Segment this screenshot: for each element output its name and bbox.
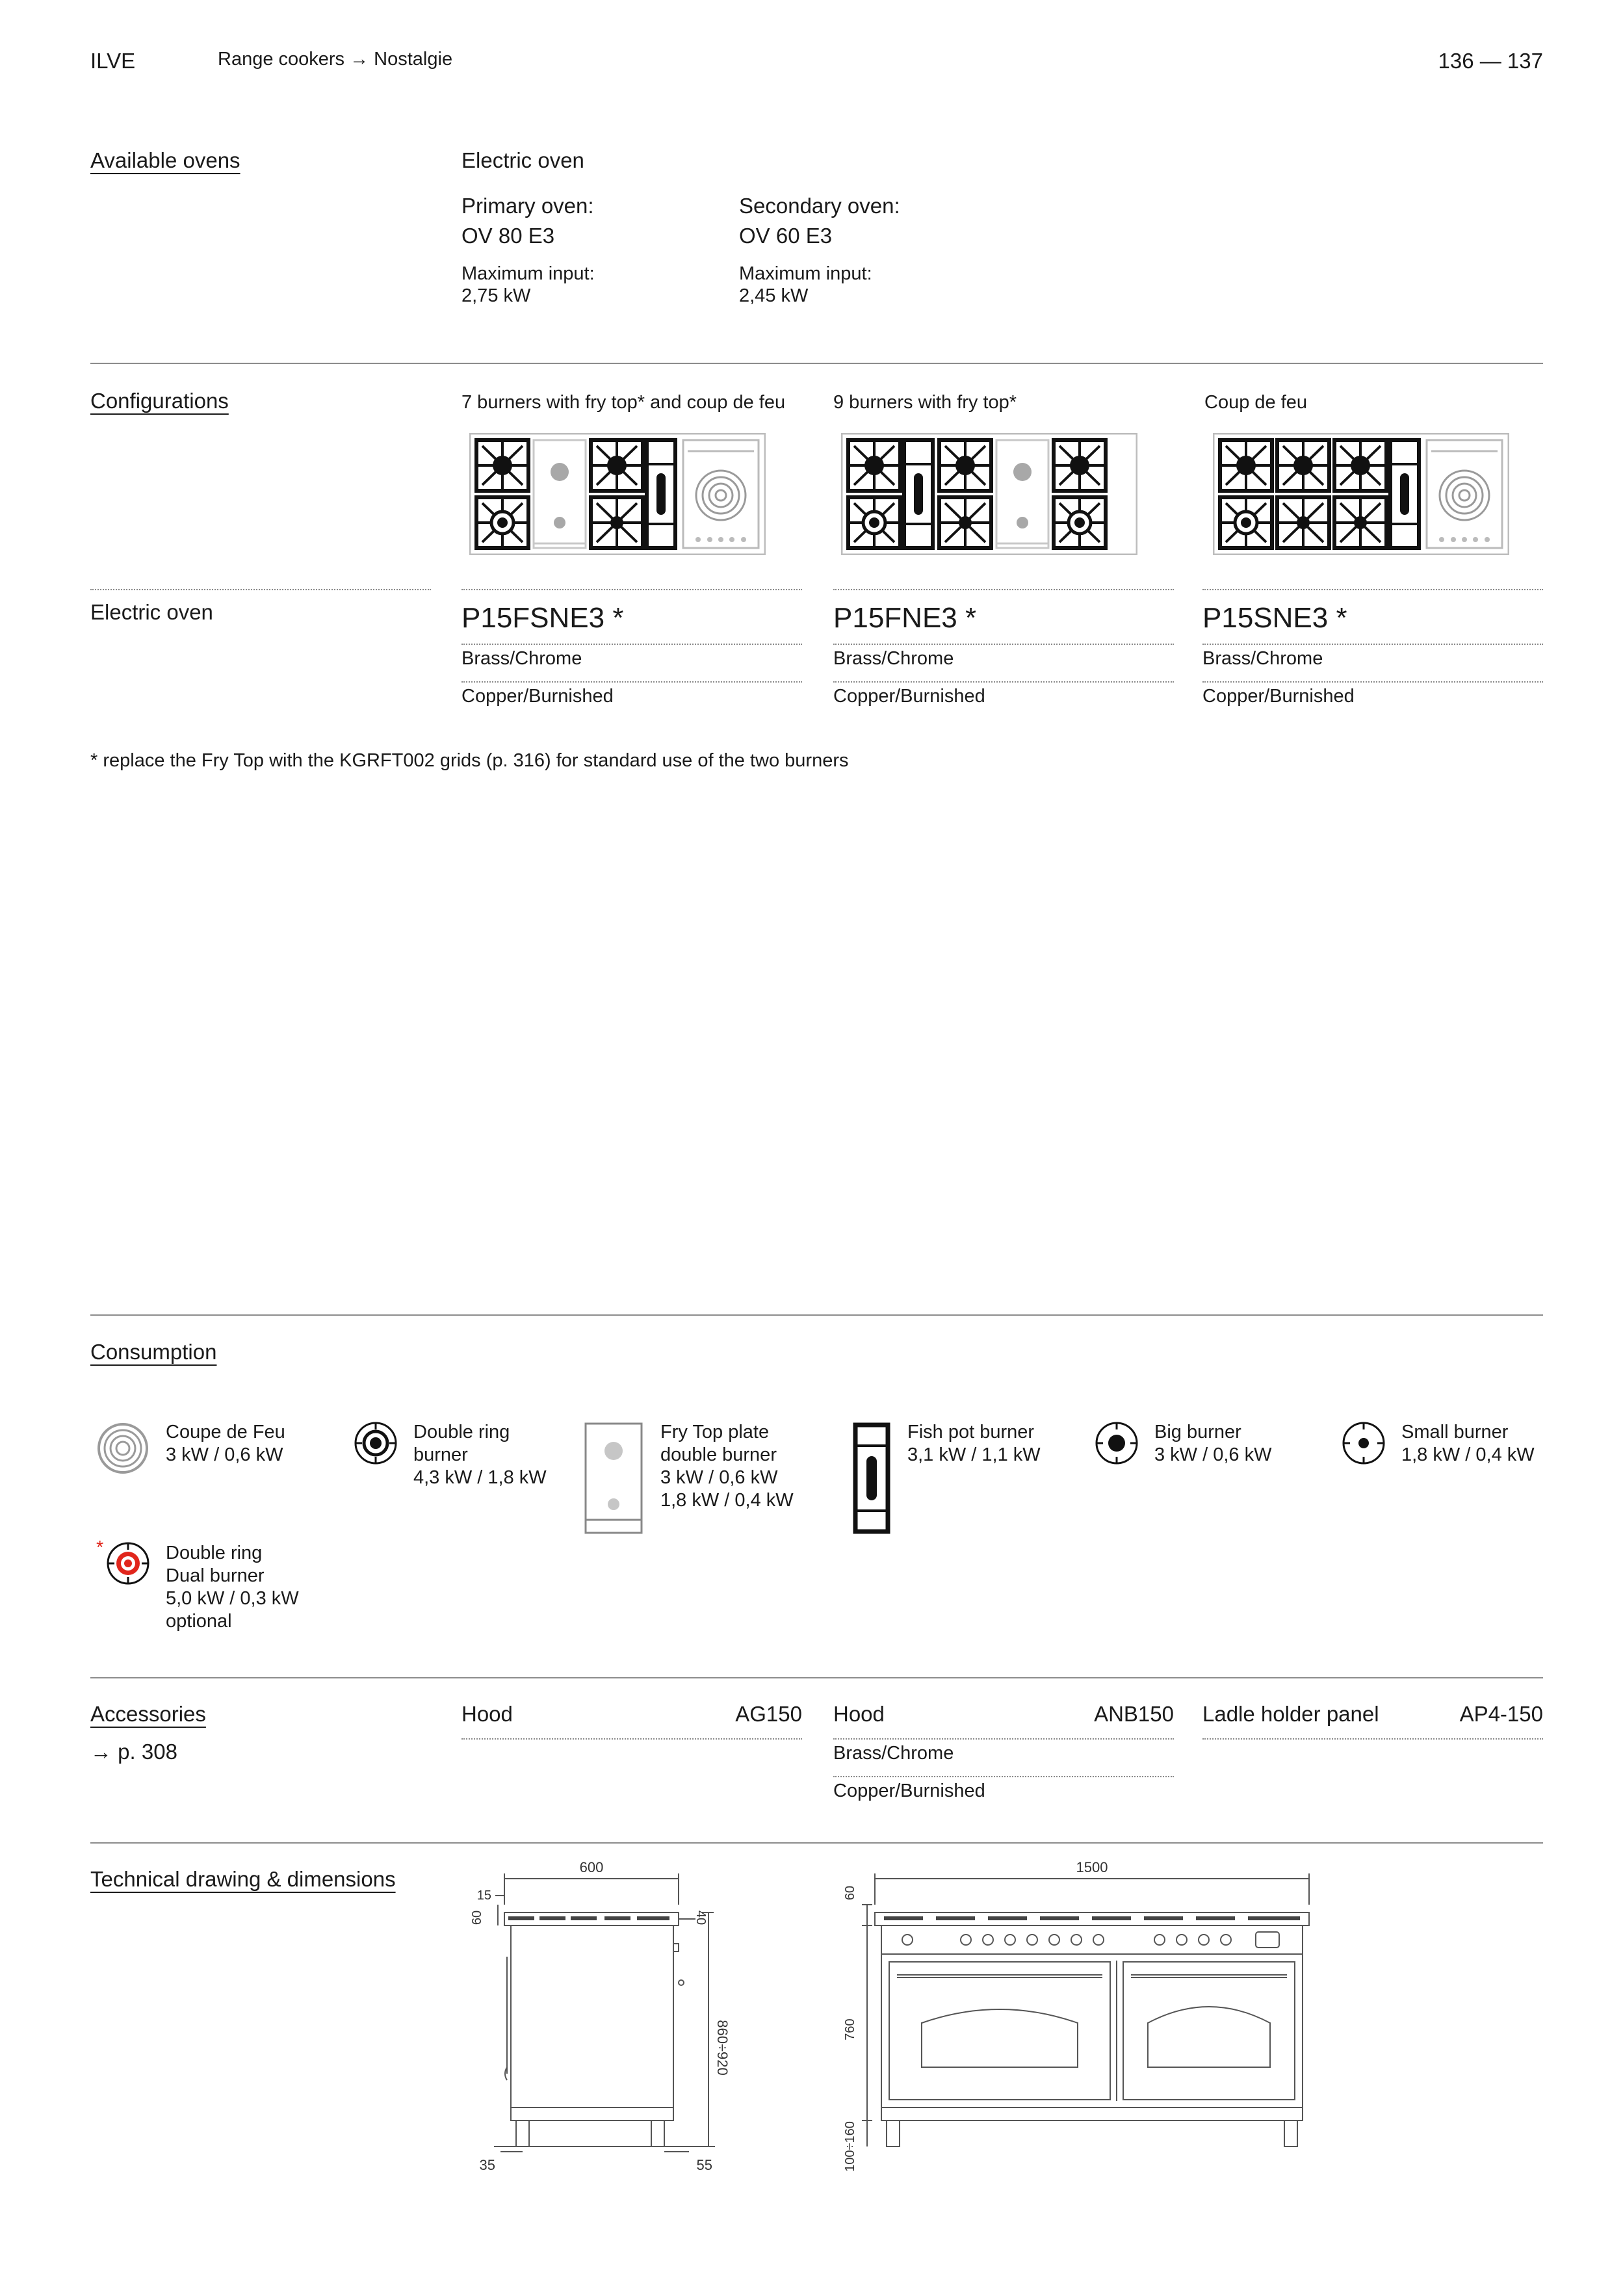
divider	[461, 644, 802, 645]
optional-asterisk: *	[96, 1537, 104, 1558]
dim-width: 600	[579, 1859, 604, 1875]
config-caption: Coup de feu	[1204, 392, 1308, 413]
divider	[461, 589, 802, 590]
divider	[833, 589, 1174, 590]
dim-front-width: 1500	[1076, 1859, 1108, 1875]
breadcrumb: Range cookers → Nostalgie	[218, 49, 453, 70]
finish-option: Brass/Chrome	[833, 648, 954, 669]
accessory-name: Ladle holder panel	[1202, 1702, 1379, 1726]
secondary-input-value: 2,45 kW	[739, 285, 809, 306]
primary-oven-model: OV 80 E3	[461, 224, 555, 248]
coupe-de-feu-icon	[96, 1422, 149, 1475]
secondary-input-label: Maximum input:	[739, 263, 872, 284]
page-numbers: 136 — 137	[1438, 49, 1543, 73]
divider	[90, 1314, 1543, 1316]
section-title-technical-drawing: Technical drawing & dimensions	[90, 1867, 396, 1891]
dim-front-legs: 100÷160	[843, 2121, 857, 2172]
oven-type: Electric oven	[461, 148, 584, 172]
finish-option: Copper/Burnished	[461, 686, 614, 707]
divider	[90, 1677, 1543, 1678]
secondary-oven-title: Secondary oven:	[739, 194, 900, 218]
fry-top-plate-icon	[584, 1422, 643, 1534]
accessory-name: Hood	[833, 1702, 885, 1726]
accessory-name: Hood	[461, 1702, 513, 1726]
consumption-item-text: Double ring Dual burner 5,0 kW / 0,3 kW optional	[166, 1543, 299, 1632]
finish-option: Copper/Burnished	[1202, 686, 1355, 707]
consumption-item-text: Fry Top plate double burner 3 kW / 0,6 kW 1,8 kW / 0,4 kW	[660, 1422, 794, 1511]
double-ring-burner-icon	[353, 1420, 398, 1466]
row-label-electric-oven: Electric oven	[90, 600, 213, 624]
divider	[90, 589, 431, 590]
divider	[461, 681, 802, 683]
dual-burner-icon	[105, 1541, 151, 1586]
dim-top: 15	[476, 1888, 491, 1903]
config-caption: 9 burners with fry top*	[833, 392, 1017, 413]
accessory-code: ANB150	[1094, 1702, 1174, 1726]
consumption-item-text: Small burner 1,8 kW / 0,4 kW	[1401, 1422, 1535, 1465]
divider	[1202, 1738, 1543, 1740]
dim-height: 860÷920	[714, 2020, 731, 2076]
finish-option: Copper/Burnished	[833, 1781, 985, 1801]
divider	[1202, 589, 1543, 590]
brand-name: ILVE	[90, 49, 136, 73]
side-view-drawing	[455, 1853, 754, 2191]
dim-back: 60	[470, 1910, 484, 1925]
cooktop-layout-9-burners	[841, 433, 1137, 555]
dim-foot-left: 35	[479, 2157, 495, 2173]
section-title-accessories: Accessories	[90, 1702, 206, 1726]
finish-option: Brass/Chrome	[1202, 648, 1323, 669]
divider	[833, 1738, 1174, 1740]
accessories-page-link[interactable]: → p. 308	[90, 1740, 177, 1764]
consumption-item-text: Big burner 3 kW / 0,6 kW	[1154, 1422, 1272, 1465]
cooktop-layout-coup-de-feu	[1213, 433, 1509, 555]
accessory-code: AP4-150	[1459, 1702, 1543, 1726]
divider	[833, 681, 1174, 683]
primary-input-value: 2,75 kW	[461, 285, 531, 306]
dim-foot-right: 55	[696, 2157, 712, 2173]
model-code: P15SNE3 *	[1202, 602, 1347, 634]
secondary-oven-model: OV 60 E3	[739, 224, 833, 248]
section-title-consumption: Consumption	[90, 1340, 217, 1364]
finish-option: Brass/Chrome	[833, 1743, 954, 1764]
divider	[461, 1738, 802, 1740]
section-title-configurations: Configurations	[90, 389, 229, 413]
fish-pot-burner-icon	[853, 1422, 890, 1534]
divider	[1202, 681, 1543, 683]
divider	[833, 644, 1174, 645]
consumption-item-text: Fish pot burner 3,1 kW / 1,1 kW	[907, 1422, 1041, 1465]
section-title-available-ovens: Available ovens	[90, 148, 240, 172]
dim-front-body: 760	[843, 2018, 857, 2041]
small-burner-icon	[1341, 1420, 1386, 1466]
big-burner-icon	[1094, 1420, 1139, 1466]
finish-option: Copper/Burnished	[833, 686, 985, 707]
divider	[90, 363, 1543, 364]
dim-front-top: 60	[843, 1885, 857, 1901]
consumption-item-text: Double ring burner 4,3 kW / 1,8 kW	[413, 1422, 547, 1488]
config-caption: 7 burners with fry top* and coup de feu	[461, 392, 786, 413]
model-code: P15FSNE3 *	[461, 602, 624, 634]
dim-front: 40	[694, 1910, 708, 1925]
primary-oven-title: Primary oven:	[461, 194, 594, 218]
cooktop-layout-7-burners	[469, 433, 766, 555]
model-code: P15FNE3 *	[833, 602, 977, 634]
front-view-drawing	[825, 1853, 1326, 2191]
divider	[1202, 644, 1543, 645]
footnote: * replace the Fry Top with the KGRFT002 grids (p. 316) for standard use of the two burners	[90, 750, 849, 771]
consumption-item-text: Coupe de Feu 3 kW / 0,6 kW	[166, 1422, 285, 1465]
finish-option: Brass/Chrome	[461, 648, 582, 669]
primary-input-label: Maximum input:	[461, 263, 595, 284]
divider	[833, 1776, 1174, 1777]
divider	[90, 1842, 1543, 1844]
accessory-code: AG150	[735, 1702, 802, 1726]
